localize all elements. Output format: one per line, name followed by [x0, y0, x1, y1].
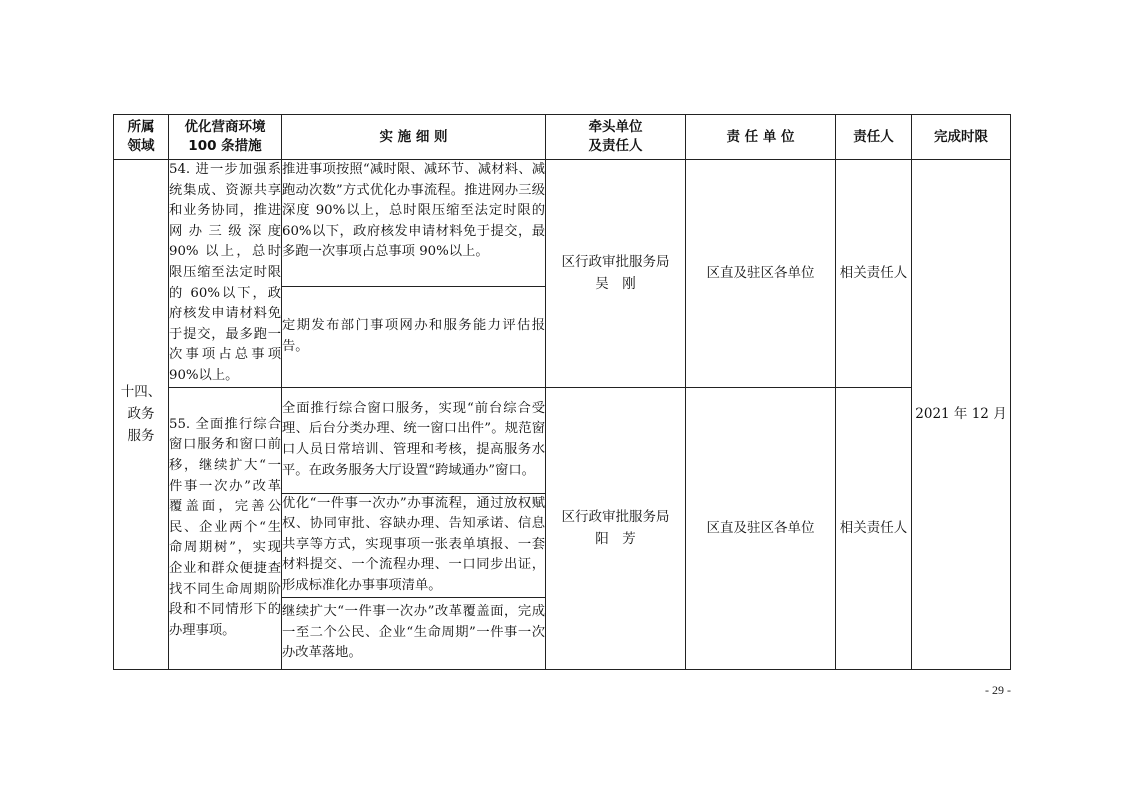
area-cell [114, 160, 169, 670]
header-lead [546, 115, 686, 160]
unit-55: 区直及驻区各单位 [686, 387, 836, 669]
header-measure [169, 115, 282, 160]
header-lead-line2: 及责任人 [588, 138, 643, 154]
detail-55-3: 继续扩大“一件事一次办”改革覆盖面，完成一至二个公民、企业“生命周期”一件事一次办改革落地。 [282, 597, 546, 669]
deadline-cell: 2021 年 12 月 [912, 160, 1011, 670]
header-person: 责任人 [836, 115, 912, 160]
header-area-line1: 所属 [127, 119, 155, 135]
area-line2: 政务 [127, 406, 155, 423]
table-row [114, 160, 1011, 287]
area-line3: 服务 [127, 428, 155, 445]
header-measure-line2: 100 条措施 [188, 138, 262, 154]
area-line1: 十四、 [120, 384, 162, 401]
lead-54-person: 吴 刚 [595, 276, 636, 293]
header-lead-line1: 牵头单位 [588, 119, 643, 135]
header-measure-line1: 优化营商环境 [184, 119, 266, 135]
measure-55: 55. 全面推行综合窗口服务和窗口前移，继续扩大“一件事一次办”改革覆盖面，完善公民、企业两个“生命周期树”，实现企业和群众便捷查找不同生命周期阶段和不同情形下的办理事项。 [169, 387, 282, 669]
measure-54: 54. 进一步加强系统集成、资源共享和业务协同，推进网办三级深度 90% 以上，总时限压缩至法定时限的 60%以下，政府核发申请材料免于提交，最多跑一次事项占总事项 90%以上。 [169, 160, 282, 388]
header-unit: 责 任 单 位 [686, 115, 836, 160]
header-row [114, 115, 1011, 160]
page-number: - 29 - [985, 683, 1011, 697]
detail-55-1: 全面推行综合窗口服务，实现“前台综合受理、后台分类办理、统一窗口出件”。规范窗口人员日常培训、管理和考核，提高服务水平。在政务服务大厅设置“跨域通办”窗口。 [282, 387, 546, 493]
lead-55-unit: 区行政审批服务局 [561, 509, 670, 526]
unit-54: 区直及驻区各单位 [686, 160, 836, 388]
lead-54-unit: 区行政审批服务局 [561, 254, 670, 271]
detail-54-1: 推进事项按照“减时限、减环节、减材料、减跑动次数”方式优化办事流程。推进网办三级深度 90%以上，总时限压缩至法定时限的 60%以下，政府核发申请材料免于提交，最多跑一次事项占总事项 90%以上。 [282, 160, 546, 287]
person-54: 相关责任人 [836, 160, 912, 388]
person-55: 相关责任人 [836, 387, 912, 669]
detail-54-2: 定期发布部门事项网办和服务能力评估报告。 [282, 287, 546, 387]
measures-table [113, 114, 1011, 670]
lead-54 [546, 160, 686, 388]
lead-55-person: 阳 芳 [595, 531, 636, 548]
header-area [114, 115, 169, 160]
header-area-line2: 领域 [127, 138, 155, 154]
detail-55-2: 优化“一件事一次办”办事流程，通过放权赋权、协同审批、容缺办理、告知承诺、信息共享等方式，实现事项一张表单填报、一套材料提交、一个流程办理、一口同步出证，形成标准化办事事项清单。 [282, 493, 546, 597]
header-deadline: 完成时限 [912, 115, 1011, 160]
header-detail: 实 施 细 则 [282, 115, 546, 160]
lead-55 [546, 387, 686, 669]
table-row [114, 387, 1011, 493]
